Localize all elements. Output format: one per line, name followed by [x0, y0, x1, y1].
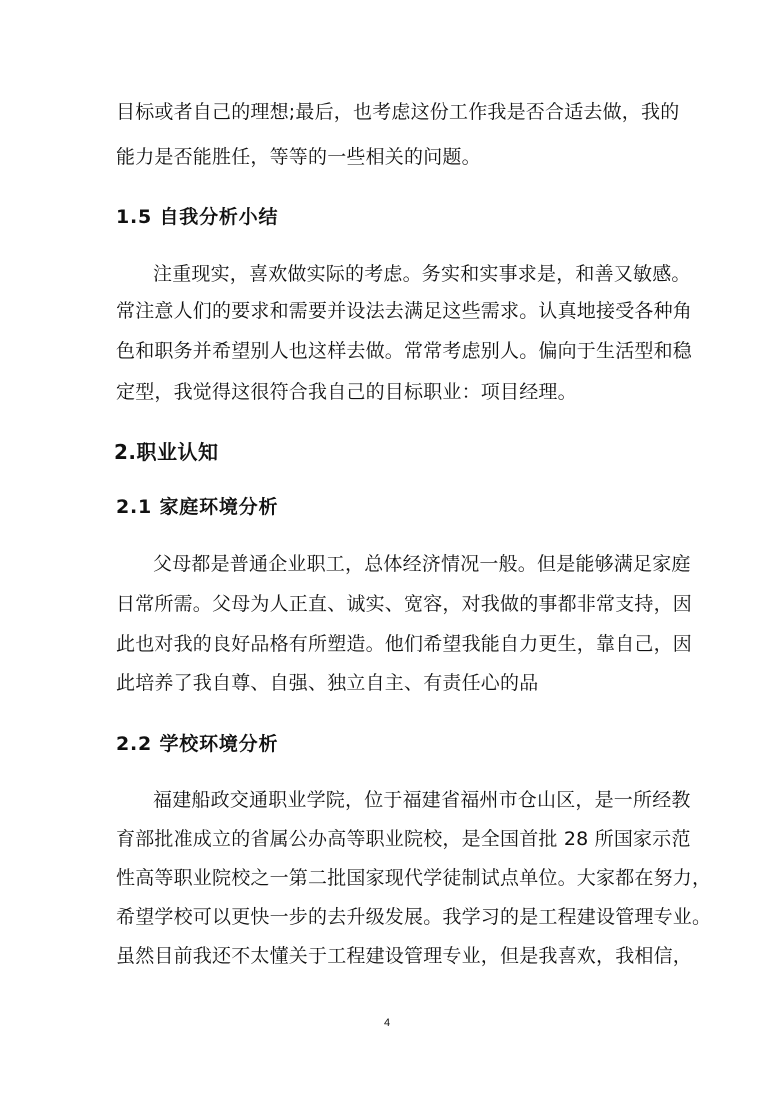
section-heading-1-5: 1.5 自我分析小结	[116, 206, 279, 228]
section-heading-2-1: 2.1 家庭环境分析	[116, 496, 279, 518]
paragraph-line: 日常所需。父母为人正直、诚实、宽容，对我做的事都非常支持，因	[116, 593, 693, 615]
paragraph-line: 育部批准成立的省属公办高等职业院校，是全国首批 28 所国家示范	[116, 828, 691, 850]
paragraph-line: 色和职务并希望别人也这样去做。常常考虑别人。偏向于生活型和稳	[116, 340, 693, 362]
section-heading-2-2: 2.2 学校环境分析	[116, 733, 279, 755]
paragraph-line: 性高等职业院校之一第二批国家现代学徒制试点单位。大家都在努力，	[116, 867, 712, 889]
section-heading-2: 2.职业认知	[114, 440, 219, 464]
paragraph-line: 目标或者自己的理想;最后，也考虑这份工作我是否合适去做，我的	[116, 101, 680, 123]
paragraph-line: 父母都是普通企业职工，总体经济情况一般。但是能够满足家庭	[153, 553, 691, 575]
paragraph-line: 能力是否能胜任，等等的一些相关的问题。	[116, 146, 481, 168]
paragraph-line: 注重现实，喜欢做实际的考虑。务实和实事求是，和善又敏感。	[153, 263, 691, 285]
paragraph-line: 虽然目前我还不太懂关于工程建设管理专业，但是我喜欢，我相信，	[116, 945, 693, 967]
page-number: 4	[383, 1017, 391, 1029]
paragraph-line: 希望学校可以更快一步的去升级发展。我学习的是工程建设管理专业。	[116, 906, 712, 928]
paragraph-line: 此也对我的良好品格有所塑造。他们希望我能自力更生，靠自己，因	[116, 633, 693, 655]
paragraph-line: 福建船政交通职业学院，位于福建省福州市仓山区，是一所经教	[153, 789, 691, 811]
paragraph-line: 此培养了我自尊、自强、独立自主、有责任心的品	[116, 672, 539, 694]
paragraph-line: 常注意人们的要求和需要并设法去满足这些需求。认真地接受各种角	[116, 300, 693, 322]
paragraph-line: 定型，我觉得这很符合我自己的目标职业：项目经理。	[116, 381, 577, 403]
